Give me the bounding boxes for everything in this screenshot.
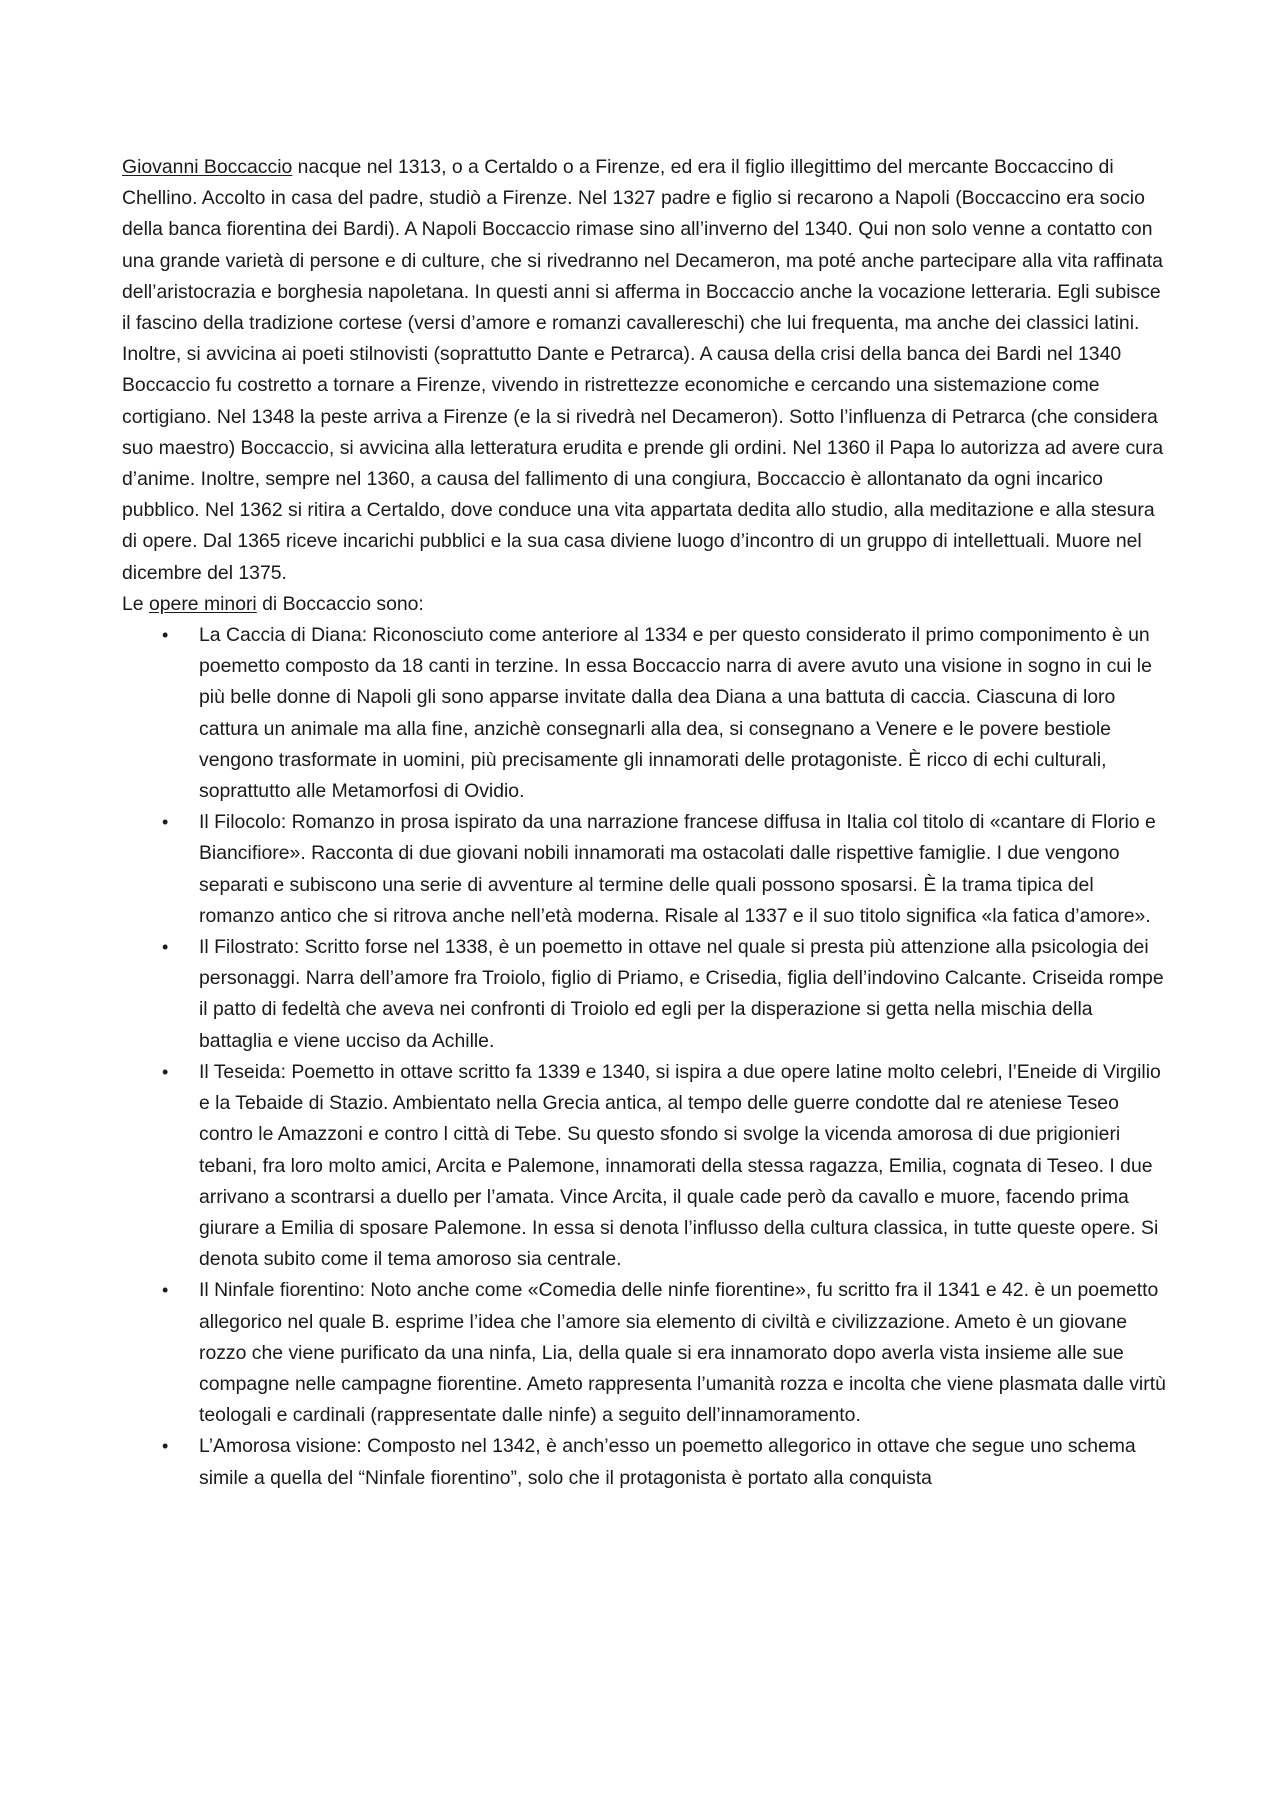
bullet-icon: • bbox=[162, 625, 169, 646]
bullet-icon: • bbox=[162, 1436, 169, 1457]
bullet-icon: • bbox=[162, 1280, 169, 1301]
work-text: Il Teseida: Poemetto in ottave scritto fa 1339 e 1340, si ispira a due opere latine molto celebri, l’Eneide di Virgilio e la Tebaide di Stazio. Ambientato nella Grecia antica, al tempo delle guerre condotte dal re ateniese Teseo contro le Amazzoni e contro l città di Tebe. Su questo sfondo si svolge la vicenda amorosa di due prigionieri tebani, fra loro molto amici, Arcita e Palemone, innamorati della stessa ragazza, Emilia, cognata di Teseo. I due arrivano a scontrarsi a duello per l’amata. Vince Arcita, il quale cade però da cavallo e muore, facendo prima giurare a Emilia di sposare Palemone. In essa si denota l’influsso della cultura classica, in tutte queste opere. Si denota subito come il tema amoroso sia centrale. bbox=[199, 1060, 1161, 1271]
biography-paragraph bbox=[122, 152, 1170, 589]
works-intro-underlined: opere minori bbox=[148, 592, 257, 615]
list-item bbox=[122, 1431, 1170, 1493]
list-item bbox=[122, 807, 1170, 932]
list-item bbox=[122, 620, 1170, 807]
work-text: Il Ninfale fiorentino: Noto anche come «Comedia delle ninfe fiorentine», fu scritto fra il 1341 e 42. è un poemetto allegorico nel quale B. esprime l’idea che l’amore sia elemento di civiltà e civilizzazione. Ameto è un giovane rozzo che viene purificato da una ninfa, Lia, della quale si era innamorato dopo averla vista insieme alle sue compagne nelle campagne fiorentine. Ameto rappresenta l’umanità rozza e incolta che viene plasmata dalle virtù teologali e cardinali (rappresentate dalle ninfe) a seguito dell’innamoramento. bbox=[199, 1279, 1166, 1427]
bullet-icon: • bbox=[162, 1061, 169, 1082]
works-intro-prefix: Le bbox=[122, 592, 149, 615]
work-text: Il Filocolo: Romanzo in prosa ispirato da una narrazione francese diffusa in Italia col titolo di «cantare di Florio e Biancifiore». Racconta di due giovani nobili innamorati ma ostacolati dalle rispettive famiglie. I due vengono separati e subiscono una serie di avventure al termine delle quali possono sposarsi. È la trama tipica del romanzo antico che si ritrova anche nell’età moderna. Risale al 1337 e il suo titolo significa «la fatica d’amore». bbox=[199, 811, 1156, 927]
list-item bbox=[122, 932, 1170, 1057]
biography-text: nacque nel 1313, o a Certaldo o a Firenze, ed era il figlio illegittimo del mercante Boccaccino di Chellino. Accolto in casa del padre, studiò a Firenze. Nel 1327 padre e figlio si recarono a Napoli (Boccaccino era socio della banca fiorentina dei Bardi). A Napoli Boccaccio rimase sino all’inverno del 1340. Qui non solo venne a contatto con una grande varietà di persone e di culture, che si rivedranno nel Decameron, ma poté anche partecipare alla vita raffinata dell’aristocrazia e borghesia napoletana. In questi anni si afferma in Boccaccio anche la vocazione letteraria. Egli subisce il fascino della tradizione cortese (versi d’amore e romanzi cavallereschi) che lui frequenta, ma anche dei classici latini. Inoltre, si avvicina ai poeti stilnovisti (soprattutto Dante e Petrarca). A causa della crisi della banca dei Bardi nel 1340 Boccaccio fu costretto a tornare a Firenze, vivendo in ristrettezze economiche e cercando una sistemazione come cortigiano. Nel 1348 la peste arriva a Firenze (e la si rivedrà nel Decameron). Sotto l’influenza di Petrarca (che considera suo maestro) Boccaccio, si avvicina alla letteratura erudita e prende gli ordini. Nel 1360 il Papa lo autorizza ad avere cura d’anime. Inoltre, sempre nel 1360, a causa del fallimento di una congiura, Boccaccio è allontanato da ogni incarico pubblico. Nel 1362 si ritira a Certaldo, dove conduce una vita appartata dedita allo studio, alla meditazione e alla stesura di opere. Dal 1365 riceve incarichi pubblici e la sua casa diviene luogo d’incontro di un gruppo di intellettuali. Muore nel dicembre del 1375. bbox=[122, 156, 1164, 584]
bullet-icon: • bbox=[162, 937, 169, 958]
author-name-link[interactable]: Giovanni Boccaccio bbox=[122, 156, 293, 178]
list-item bbox=[122, 1057, 1170, 1275]
list-item bbox=[122, 1275, 1170, 1431]
work-text: Il Filostrato: Scritto forse nel 1338, è un poemetto in ottave nel quale si presta più attenzione alla psicologia dei personaggi. Narra dell’amore fra Troiolo, figlio di Priamo, e Crisedia, figlia dell’indovino Calcante. Criseida rompe il patto di fedeltà che aveva nei confronti di Troiolo ed egli per la disperazione si getta nella mischia della battaglia e viene ucciso da Achille. bbox=[199, 936, 1164, 1052]
works-intro-suffix: di Boccaccio sono: bbox=[256, 592, 424, 615]
document-page bbox=[122, 152, 1170, 1494]
works-list bbox=[122, 620, 1170, 1494]
bullet-icon: • bbox=[162, 812, 169, 833]
work-text: L’Amorosa visione: Composto nel 1342, è anch’esso un poemetto allegorico in ottave che segue uno schema simile a quella del “Ninfale fiorentino”, solo che il protagonista è portato alla conquista bbox=[199, 1435, 1136, 1489]
work-text: La Caccia di Diana: Riconosciuto come anteriore al 1334 e per questo considerato il primo componimento è un poemetto composto da 18 canti in terzine. In essa Boccaccio narra di avere avuto una visione in sogno in cui le più belle donne di Napoli gli sono apparse invitate dalla dea Diana a una battuta di caccia. Ciascuna di loro cattura un animale ma alla fine, anzichè consegnarli alla dea, si consegnano a Venere e le povere bestiole vengono trasformate in uomini, più precisamente gli innamorati delle protagoniste. È ricco di echi culturali, soprattutto alle Metamorfosi di Ovidio. bbox=[199, 624, 1152, 803]
works-intro bbox=[122, 589, 1170, 620]
